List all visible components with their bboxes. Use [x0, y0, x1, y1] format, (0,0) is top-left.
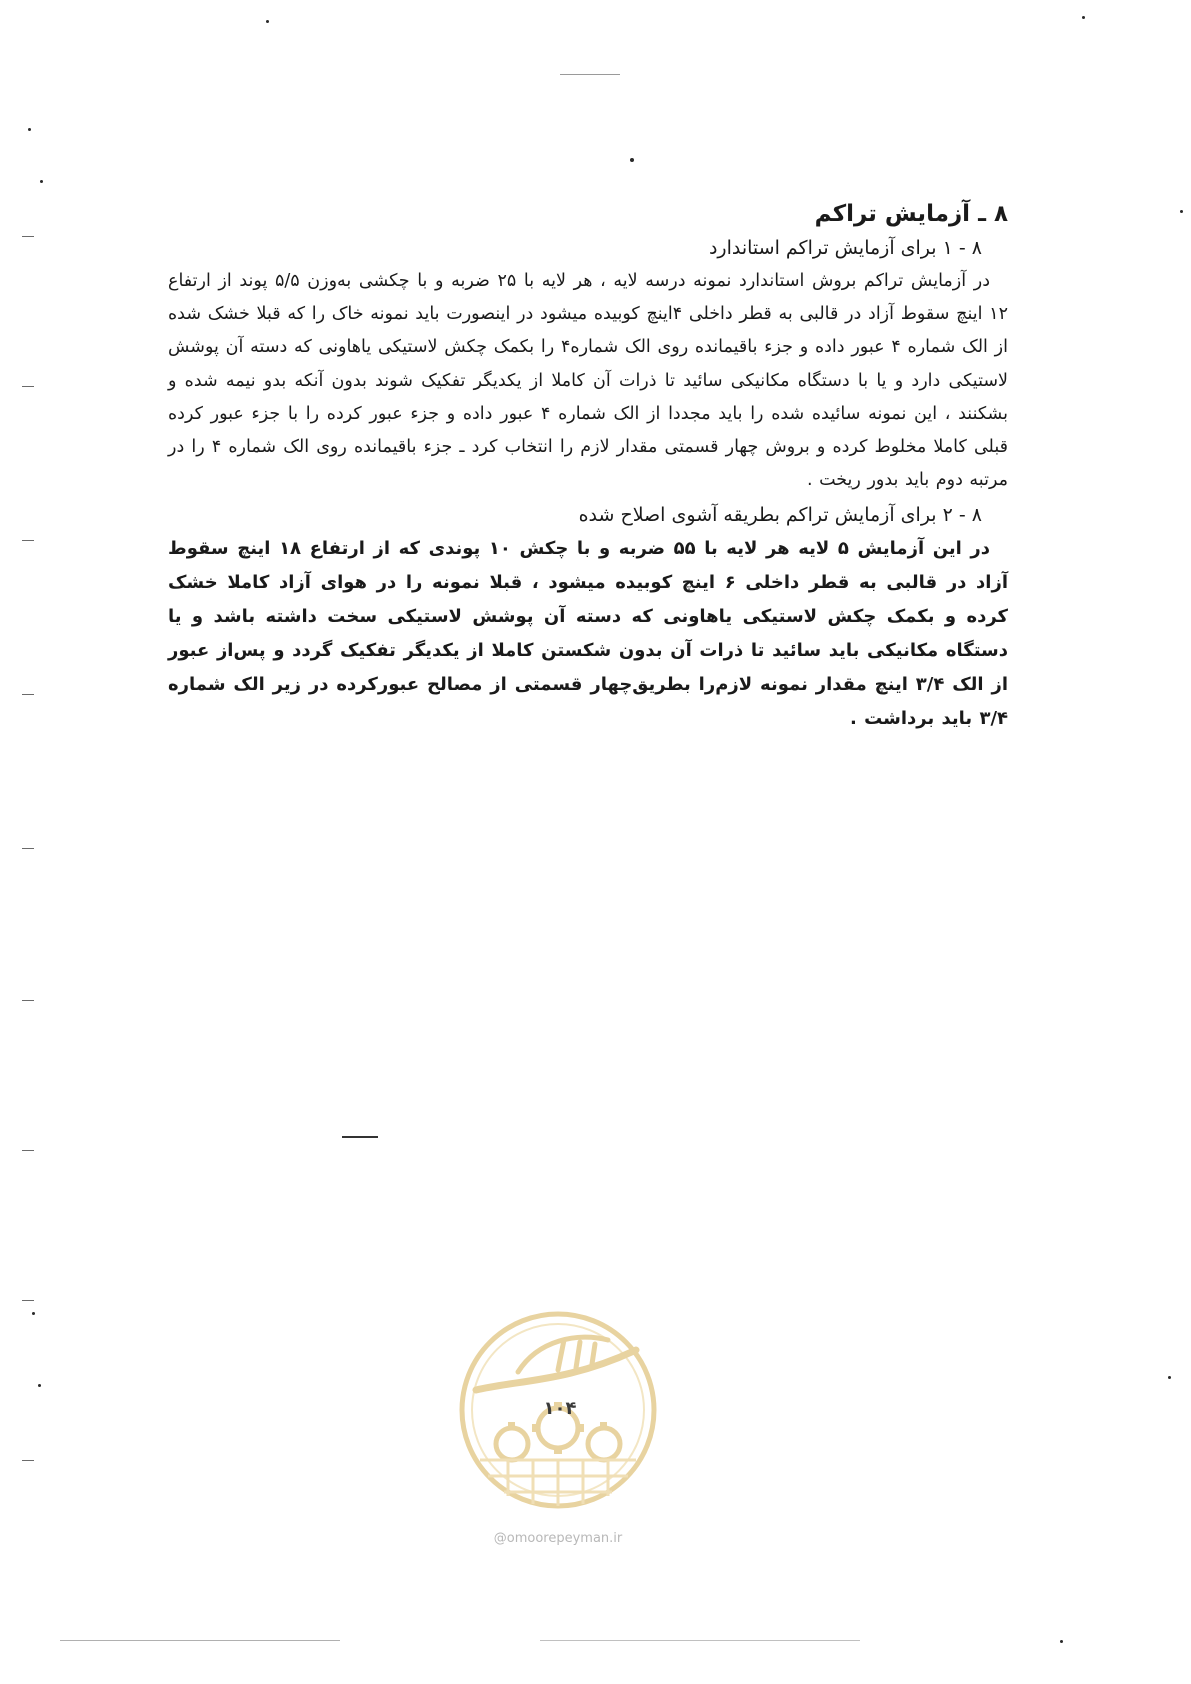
page-number: ۱۰۴ [543, 1398, 577, 1419]
scan-dash [540, 1640, 860, 1641]
document-body [168, 196, 1008, 736]
scan-dash [22, 848, 34, 849]
scan-dash [22, 694, 34, 695]
scan-dash [560, 74, 620, 75]
scan-speck [40, 180, 43, 183]
scan-dash [22, 386, 34, 387]
watermark-url: @omoorepeyman.ir [493, 1531, 623, 1546]
scan-dash [22, 540, 34, 541]
scan-dash [22, 1150, 34, 1151]
scan-dash [22, 1460, 34, 1461]
subsection-1-title: ۸ - ۱ برای آزمایش تراکم استاندارد [708, 237, 982, 259]
subsection-1-paragraph: در آزمایش تراکم بروش استاندارد نمونه درسه لایه ، هر لایه با ۲۵ ضربه و با چکشی به‌وزن ۵/۵ پوند از ارتفاع ۱۲ اینچ سقوط آزاد در قالبی به قطر داخلی ۴اینچ کوبیده میشود در اینصورت باید نمونه خاک را که قبلا خشک شده از الک شماره ۴ عبور داده و جزء باقیمانده روی الک شماره۴ را بکمک چکش لاستیکی یاهاونی که دسته آن پوشش لاستیکی دارد و یا با دستگاه مکانیکی سائید تا ذرات آن کاملا از یکدیگر تفکیک شوند بدون آنکه بدو نیمه شده و بشکنند ، این نمونه سائیده شده را باید مجددا از الک شماره ۴ عبور داده و جزء عبور کرده را با جزء عبور کرده قبلی کاملا مخلوط کرده و بروش چهار قسمتی مقدار لازم را انتخاب کرد ـ جزء باقیمانده روی الک شماره ۴ را در مرتبه دوم باید بدور ریخت . [168, 271, 1009, 491]
scan-speck [38, 1384, 41, 1387]
scan-speck [1060, 1640, 1063, 1643]
section-title: ۸ ـ آزمایش تراکم [814, 201, 1008, 227]
scan-dash [22, 1300, 34, 1301]
scan-dash [60, 1640, 340, 1641]
scan-speck [28, 128, 31, 131]
scan-speck [1082, 16, 1085, 19]
scan-dash [342, 1136, 378, 1138]
scan-dash [22, 1000, 34, 1001]
scan-dash [22, 236, 34, 237]
scan-speck [630, 158, 634, 162]
scan-speck [1180, 210, 1183, 213]
scan-speck [266, 20, 269, 23]
subsection-2-title: ۸ - ۲ برای آزمایش تراکم بطریقه آشوی اصلاح شده [578, 504, 982, 527]
scan-speck [32, 1312, 35, 1315]
scan-speck [1168, 1376, 1171, 1379]
subsection-2-paragraph: در این آزمایش ۵ لایه هر لایه با ۵۵ ضربه و با چکش ۱۰ پوندی که از ارتفاع ۱۸ اینچ سقوط آزاد در قالبی به قطر داخلی ۶ اینچ کوبیده میشود ، قبلا نمونه را در هوای آزاد کاملا خشک کرده و بکمک چکش لاستیکی یاهاونی که دسته آن پوشش لاستیکی سخت داشته باشد و یا دستگاه مکانیکی باید سائید تا ذرات آن بدون شکستن کاملا از یکدیگر تفکیک گردد و پس‌از عبور از الک ۳/۴ اینچ مقدار نمونه لازم‌را بطریق‌چهار قسمتی از مصالح عبورکرده در زیر الک شماره ۳/۴ باید برداشت . [168, 538, 1008, 730]
